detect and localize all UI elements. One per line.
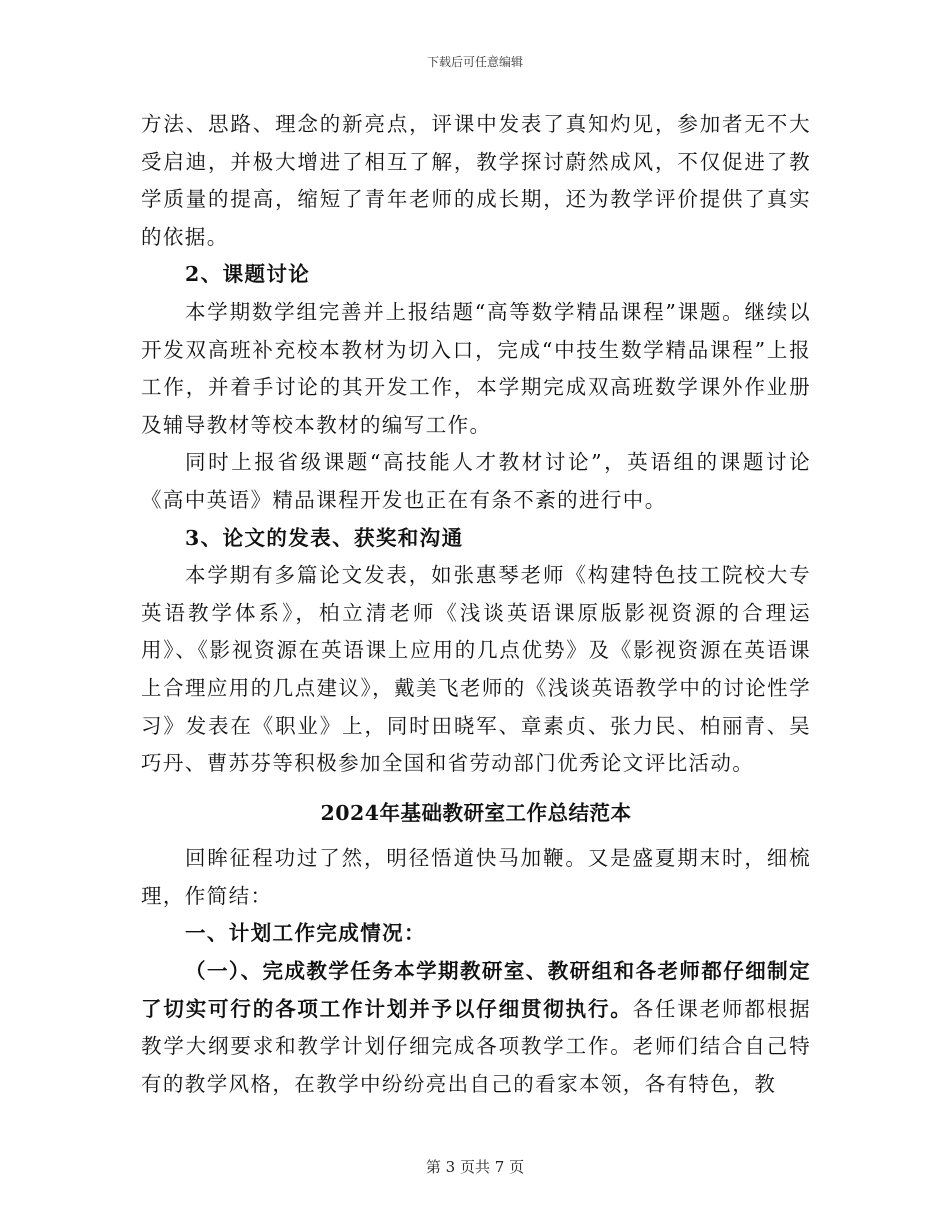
teaching-tasks-rest: 各任课老师都根据教学大纲要求和教学计划仔细完成各项教学工作。老师们结合自己特有的教学风格，在教学中纷纷亮出自己的看家本领，各有特色，教 xyxy=(141,996,811,1096)
paragraph-math-topic: 本学期数学组完善并上报结题“高等数学精品课程”课题。继续以开发双高班补充校本教材为切入口，完成“中技生数学精品课程”上报工作，并着手讨论的其开发工作，本学期完成双高班数学课外作业册及辅导教材等校本教材的编写工作。 xyxy=(141,299,811,437)
paragraph-review: 回眸征程功过了然，明径悟道快马加鞭。又是盛夏期末时，细梳理，作简结： xyxy=(141,846,811,908)
section-heading-topic-discussion: 2、课题讨论 xyxy=(185,262,311,287)
page-footer: 第 3 页共 7 页 xyxy=(425,1158,525,1176)
paragraph-teaching-tasks xyxy=(141,953,811,1103)
paragraph-papers: 本学期有多篇论文发表，如张惠琴老师《构建特色技工院校大专英语教学体系》，柏立清老师《浅谈英语课原版影视资源的合理运用》、《影视资源在英语课上应用的几点优势》及《影视资源在英语课上合理应用的几点建议》，戴美飞老师的《浅谈英语教学中的讨论性学习》发表在《职业》上，同时田晓军、章素贞、张力民、柏丽青、吴巧丹、曹苏芬等积极参加全国和省劳动部门优秀论文评比活动。 xyxy=(141,563,811,776)
paragraph-intro: 方法、思路、理念的新亮点，评课中发表了真知灼见，参加者无不大受启迪，并极大增进了相互了解，教学探讨蔚然成风，不仅促进了教学质量的提高，缩短了青年老师的成长期，还为教学评价提供了真实的依据。 xyxy=(141,112,811,249)
document-body xyxy=(141,106,811,1103)
paragraph-english-topic: 同时上报省级课题“高技能人才教材讨论”，英语组的课题讨论《高中英语》精品课程开发也正在有条不紊的进行中。 xyxy=(141,450,811,512)
document-title: 2024年基础教研室工作总结范本 xyxy=(320,800,632,825)
section-heading-plan-completion: 一、计划工作完成情况： xyxy=(185,921,426,946)
page-header: 下载后可任意编辑 xyxy=(426,55,523,69)
section-heading-papers: 3、论文的发表、获奖和沟通 xyxy=(185,525,464,550)
teaching-tasks-bold-lead: （一）、完成教学任务本学期教研室、教研组和各老师都仔细制定了切实可行的各项工作计划并予以仔细贯彻执行。 xyxy=(141,959,811,1021)
